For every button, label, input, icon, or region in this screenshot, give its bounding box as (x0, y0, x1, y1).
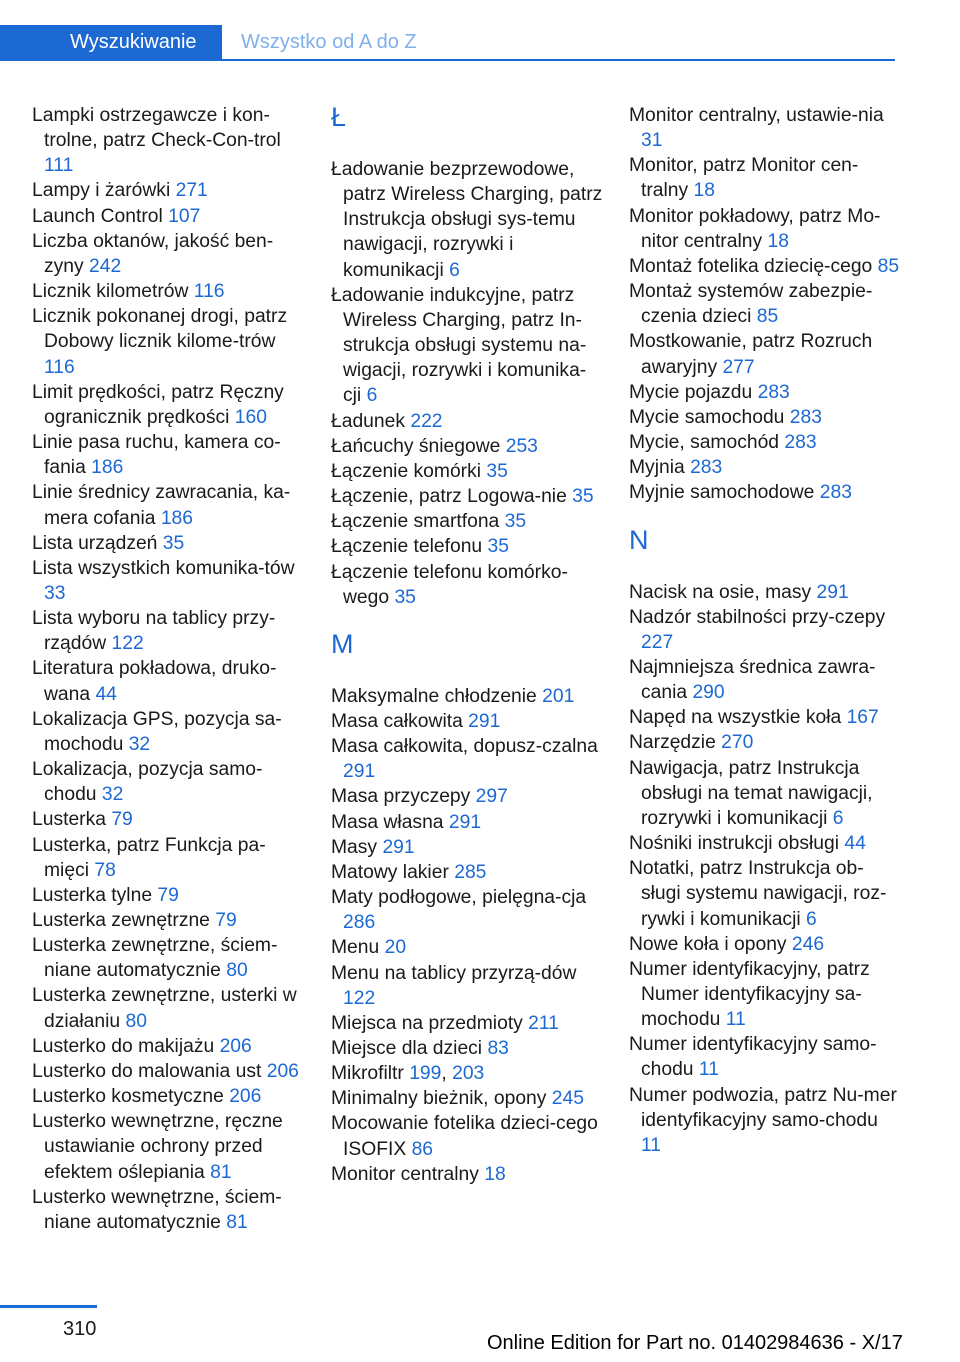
index-entry-text: Narzędzie (629, 732, 722, 754)
page-link[interactable]: 297 (475, 786, 508, 808)
index-column-1 (32, 103, 304, 1235)
index-entry-text: Licznik kilometrów (32, 281, 194, 303)
page-link[interactable]: 35 (487, 536, 509, 558)
index-entry-text: Łączenie komórki (331, 460, 487, 482)
index-entry-text: Monitor pokładowy, patrz Mo-nitor centralny (629, 205, 881, 252)
page-link[interactable]: 20 (384, 937, 407, 959)
edition-note: Online Edition for Part no. 01402984636 - X/17 (487, 1332, 903, 1354)
index-entry-text: Łączenie, patrz Logowa-nie (331, 486, 573, 508)
index-entry-text: Lusterka zewnętrzne, usterki w działaniu (32, 985, 297, 1032)
index-entry-text: Myjnie samochodowe (629, 482, 820, 504)
index-entry (32, 304, 304, 379)
page-link[interactable]: 291 (448, 811, 482, 833)
index-entry-text: Menu na tablicy przyrzą-dów (331, 962, 577, 984)
index-entry-text: Maty podłogowe, pielęgna-cja (331, 887, 587, 909)
index-entry (32, 908, 304, 933)
index-entry-text: Masa całkowita (331, 710, 469, 732)
index-entry-text: Matowy lakier (331, 861, 455, 883)
index-entry (32, 480, 304, 530)
page-link[interactable]: 253 (505, 435, 538, 457)
header-tabs (0, 25, 895, 61)
index-entry-text: Lusterka tylne (32, 884, 158, 906)
index-entry-text: Monitor centralny (331, 1163, 485, 1185)
index-entry-text: Lista wszystkich komunika-tów (32, 557, 295, 579)
index-entry-text: Lampki ostrzegawcze i kon-trolne, patrz Check-Con-trol (32, 105, 281, 152)
index-entry (331, 157, 603, 283)
index-entry-text: Mycie samochodu (629, 406, 790, 428)
index-entry (32, 178, 304, 203)
index-entry (32, 531, 304, 556)
page-link[interactable]: 167 (846, 707, 879, 729)
page-link[interactable]: 35 (572, 486, 594, 508)
page-link[interactable]: 122 (111, 633, 144, 655)
index-entry-text: Mikrofiltr (331, 1063, 410, 1085)
page-link[interactable]: 246 (791, 933, 825, 955)
index-entry-text: Monitor, patrz Monitor cen-tralny (629, 155, 859, 202)
page-link[interactable]: 80 (125, 1010, 147, 1032)
index-entry-text: Lusterko wewnętrzne, ręczne ustawianie ochrony przed efektem oślepiania (32, 1111, 283, 1183)
page-link[interactable]: 290 (692, 682, 725, 704)
page-link[interactable]: 81 (226, 1211, 248, 1233)
index-entry (331, 860, 603, 885)
index-entry-text: Lusterka, patrz Funkcja pa-mięci (32, 834, 266, 881)
page-link[interactable]: 85 (877, 255, 900, 277)
page-link[interactable]: 186 (160, 507, 193, 529)
index-entry (331, 509, 603, 534)
index-entry-text: Masa całkowita, dopusz-czalna (331, 736, 598, 758)
index-entry (331, 1162, 603, 1187)
page-link[interactable]: 285 (454, 861, 487, 883)
page-link[interactable]: 283 (819, 482, 852, 504)
index-entry-text: Najmniejsza średnica zawra-cania (629, 656, 876, 704)
page-link[interactable]: 83 (487, 1038, 509, 1059)
page-link[interactable]: 33 (44, 582, 66, 604)
page-link[interactable]: 206 (229, 1086, 262, 1108)
index-entry-text: Nacisk na osie, masy (629, 581, 817, 603)
index-entry (331, 810, 603, 835)
page-link[interactable]: 32 (128, 733, 151, 755)
index-entry-text: Montaż fotelika dziecię-cego (629, 255, 878, 277)
page-link[interactable]: 283 (690, 457, 723, 479)
index-entry (32, 983, 304, 1033)
index-entry (32, 1034, 304, 1059)
index-entry (32, 757, 304, 807)
index-entry-text: Miejsca na przedmioty (331, 1012, 529, 1034)
index-entry-text: Literatura pokładowa, druko-wana (32, 658, 277, 705)
page-link[interactable]: 35 (162, 532, 185, 554)
index-entry-text: Napęd na wszystkie koła (629, 707, 847, 729)
page-link[interactable]: 186 (91, 457, 124, 479)
index-entry-text: Menu (331, 937, 385, 959)
index-entry (32, 933, 304, 983)
index-entry (331, 434, 603, 459)
page-link[interactable]: 6 (366, 385, 378, 407)
index-entry-text: Masa przyczepy (331, 786, 476, 808)
index-entry (331, 734, 603, 784)
index-entry-text: Lusterko kosmetyczne (32, 1086, 230, 1108)
index-entry (32, 656, 304, 706)
index-entry (331, 684, 603, 709)
index-entry: Mikrofiltr 199, 203 (331, 1063, 485, 1085)
page-link[interactable]: 283 (784, 432, 817, 454)
index-entry-text: Notatki, patrz Instrukcja ob-sługi systemu nawigacji, roz-rywki i komunikacji (629, 858, 887, 930)
index-entry-text: Lusterko do makijażu (32, 1035, 220, 1057)
index-entry (629, 580, 901, 605)
section-letter: N (629, 524, 649, 555)
index-entry-text: Linie pasa ruchu, kamera co-fania (32, 432, 281, 479)
index-entry (629, 430, 901, 455)
index-entry (629, 153, 901, 203)
page-link[interactable]: 160 (234, 406, 267, 428)
index-entry (331, 484, 603, 509)
page-link[interactable]: 85 (756, 306, 779, 328)
index-entry-text: Numer identyfikacyjny samo-chodu (629, 1034, 877, 1081)
page-link[interactable]: 291 (343, 761, 376, 783)
index-entry (629, 655, 901, 705)
page-link[interactable]: 286 (343, 912, 376, 934)
index-entry-text: Mycie, samochód (629, 432, 785, 454)
tab-wyszukiwanie[interactable]: Wyszukiwanie (0, 25, 222, 59)
page-link[interactable]: 18 (693, 180, 715, 202)
index-entry-text: Limit prędkości, patrz Ręczny ogranicznik prędkości (32, 381, 284, 428)
index-entry-text: Łączenie telefonu komórko-wego (331, 561, 568, 608)
index-entry (331, 459, 603, 484)
section-letter: Ł (331, 102, 347, 132)
index-entry (629, 932, 901, 957)
index-entry (32, 556, 304, 606)
index-entry (32, 883, 304, 908)
index-entry-text: Ładowanie indukcyjne, patrz Wireless Charging, patrz In-strukcja obsługi systemu na-wigacji, rozrywki i komunika-cji (331, 284, 587, 407)
page-link[interactable]: 18 (767, 230, 789, 252)
index-entry (32, 103, 304, 178)
index-entry-text: Liczba oktanów, jakość ben-zyny (32, 230, 274, 277)
index-entry (32, 833, 304, 883)
tab-wszystko-od-a-do-z[interactable]: Wszystko od A do Z (241, 31, 417, 53)
index-column-3 (629, 103, 901, 1158)
index-entry (32, 1084, 304, 1109)
index-entry (331, 283, 603, 409)
index-entry (331, 560, 603, 610)
index-entry-text: Mocowanie fotelika dzieci-cego ISOFIX (331, 1113, 598, 1160)
index-entry (331, 534, 603, 559)
page-link[interactable]: 32 (101, 784, 124, 806)
page-link[interactable]: 116 (193, 281, 225, 303)
index-entry (331, 835, 603, 860)
page-link[interactable]: 211 (528, 1012, 559, 1034)
index-entry (32, 204, 304, 229)
index-entry (629, 103, 901, 153)
index-entry (331, 709, 603, 734)
index-entry-text: Ładowanie bezprzewodowe, patrz Wireless Charging, patrz Instrukcja obsługi sys-temu nawigacji, rozrywki i komunikacji (331, 159, 603, 281)
index-entry-text: Lusterka zewnętrzne, ściem-niane automatycznie (32, 935, 278, 982)
page-link[interactable]: 291 (382, 836, 415, 858)
page-link[interactable]: 44 (95, 683, 117, 705)
index-entry (32, 1109, 304, 1184)
index-entry-text: Nawigacja, patrz Instrukcja obsługi na temat nawigacji, rozrywki i komunikacji (629, 757, 873, 829)
header-divider (0, 59, 895, 61)
index-entry (629, 730, 901, 755)
index-entry (629, 1032, 901, 1082)
index-entry-text: Lusterka (32, 809, 112, 831)
index-entry (331, 784, 603, 809)
index-entry-text: Linie średnicy zawracania, ka-mera cofania (32, 482, 291, 529)
index-entry-text: Lokalizacja, pozycja samo-chodu (32, 759, 263, 806)
page-link[interactable]: 206 (219, 1035, 252, 1057)
page-link[interactable]: 277 (722, 356, 755, 378)
index-entry-text: Numer identyfikacyjny, patrz Numer identyfikacyjny sa-mochodu (629, 958, 870, 1031)
page-link[interactable]: 116 (44, 356, 75, 378)
index-entry (629, 455, 901, 480)
index-entry-text: Launch Control (32, 205, 169, 227)
index-entry (32, 1185, 304, 1235)
index-entry-text: Mostkowanie, patrz Rozruch awaryjny (629, 331, 873, 378)
page-link[interactable]: 79 (111, 809, 133, 831)
page-link[interactable]: 35 (504, 511, 527, 533)
index-entry-text: Miejsce dla dzieci (331, 1038, 488, 1059)
index-entry (629, 204, 901, 254)
index-entry (331, 1086, 603, 1111)
index-entry (629, 480, 901, 505)
page-link[interactable]: 227 (641, 631, 674, 653)
index-entry-text: Łańcuchy śniegowe (331, 435, 506, 457)
index-entry-text: Lusterko do malowania ust (32, 1060, 267, 1082)
page-link[interactable]: 242 (89, 255, 122, 277)
index-entry-text: Minimalny bieżnik, opony (331, 1088, 552, 1110)
index-entry-text: Lusterka zewnętrzne (32, 910, 216, 931)
section-letter: M (331, 628, 354, 659)
page-link[interactable]: 203 (452, 1063, 485, 1085)
footer-divider (0, 1305, 97, 1308)
page-link[interactable]: 80 (226, 960, 248, 982)
index-entry-text: Mycie pojazdu (629, 381, 758, 403)
page-link[interactable]: 86 (411, 1138, 434, 1160)
page-link[interactable]: 107 (168, 205, 201, 227)
index-entry (629, 1083, 901, 1158)
index-entry-text: Masy (331, 836, 383, 858)
index-entry (629, 831, 901, 856)
page-link[interactable]: 270 (721, 732, 754, 754)
index-entry-text: Nowe koła i opony (629, 933, 792, 955)
page-link[interactable]: 122 (343, 987, 376, 1009)
index-entry-text: Monitor centralny, ustawie-nia (629, 105, 884, 126)
page-link[interactable]: 18 (484, 1163, 506, 1185)
index-entry-text: Lampy i żarówki (32, 180, 176, 202)
page-link[interactable]: 11 (641, 1134, 662, 1156)
page-link[interactable]: 11 (725, 1009, 746, 1031)
page-link[interactable]: 79 (215, 910, 237, 931)
page-link[interactable]: 245 (551, 1088, 584, 1110)
index-entry-text: Łączenie smartfona (331, 511, 505, 533)
index-entry-text: Lista urządzeń (32, 532, 163, 554)
page-link[interactable]: 6 (832, 807, 844, 829)
index-entry (32, 1059, 304, 1084)
page-link[interactable]: 283 (757, 381, 790, 403)
page-link[interactable]: 199 (409, 1063, 442, 1085)
page-link[interactable]: 78 (94, 859, 116, 881)
page-link[interactable]: 79 (157, 884, 179, 906)
index-entry (32, 380, 304, 430)
index-entry-text: Łączenie telefonu (331, 536, 488, 558)
index-entry (331, 1036, 603, 1061)
page-link[interactable]: 81 (210, 1161, 232, 1183)
index-entry (331, 1011, 603, 1036)
page-link[interactable]: 111 (44, 155, 74, 177)
page-link[interactable]: 291 (468, 710, 501, 732)
index-entry (331, 409, 603, 434)
page-link[interactable]: 35 (394, 586, 416, 608)
page-link[interactable]: 35 (486, 460, 508, 482)
index-entry (32, 229, 304, 279)
page-link[interactable]: 283 (789, 406, 822, 428)
page-link[interactable]: 201 (542, 685, 575, 707)
index-entry (629, 856, 901, 931)
page-link[interactable]: 44 (844, 833, 866, 855)
page-link[interactable]: 206 (266, 1060, 299, 1082)
index-entry (331, 961, 603, 1011)
index-entry (32, 279, 304, 304)
page-link[interactable]: 31 (641, 130, 663, 152)
index-entry-text: Myjnia (629, 457, 691, 479)
page-link[interactable]: 291 (816, 581, 849, 603)
index-entry (629, 957, 901, 1032)
index-entry (629, 405, 901, 430)
index-entry-text: Montaż systemów zabezpie-czenia dzieci (629, 281, 873, 328)
index-entry (629, 756, 901, 831)
index-entry-text: Lokalizacja GPS, pozycja sa-mochodu (32, 708, 282, 755)
page-link[interactable]: 271 (175, 180, 208, 202)
page-number: 310 (63, 1318, 97, 1340)
index-entry (629, 254, 901, 279)
index-entry (32, 807, 304, 832)
index-entry (331, 1111, 603, 1161)
index-entry (629, 605, 901, 655)
page-link[interactable]: 6 (449, 259, 460, 281)
index-entry (629, 279, 901, 329)
page-link[interactable]: 222 (410, 410, 443, 432)
index-column-2 (331, 103, 603, 1187)
index-entry-text: Ładunek (331, 410, 411, 432)
index-entry (331, 935, 603, 960)
page-link[interactable]: 11 (698, 1059, 719, 1081)
index-entry (629, 329, 901, 379)
index-entry (32, 430, 304, 480)
index-entry-text: Licznik pokonanej drogi, patrz Dobowy licznik kilome-trów (32, 306, 288, 353)
index-entry-text: Maksymalne chłodzenie (331, 685, 543, 707)
index-entry-text: Nośniki instrukcji obsługi (629, 833, 845, 855)
index-entry-text: Lista wyboru na tablicy przy-rządów (32, 608, 276, 655)
index-entry (331, 885, 603, 935)
index-entry (32, 606, 304, 656)
index-entry-text: Masa własna (331, 811, 449, 833)
index-entry (32, 707, 304, 757)
index-entry-text: Lusterko wewnętrzne, ściem-niane automatycznie (32, 1186, 282, 1233)
index-entry-text: Nadzór stabilności przy-czepy (629, 606, 886, 628)
page-link[interactable]: 6 (806, 908, 817, 930)
index-entry-text: Numer podwozia, patrz Nu-mer identyfikacyjny samo-chodu (629, 1084, 897, 1131)
index-entry (629, 705, 901, 730)
index-entry (629, 380, 901, 405)
